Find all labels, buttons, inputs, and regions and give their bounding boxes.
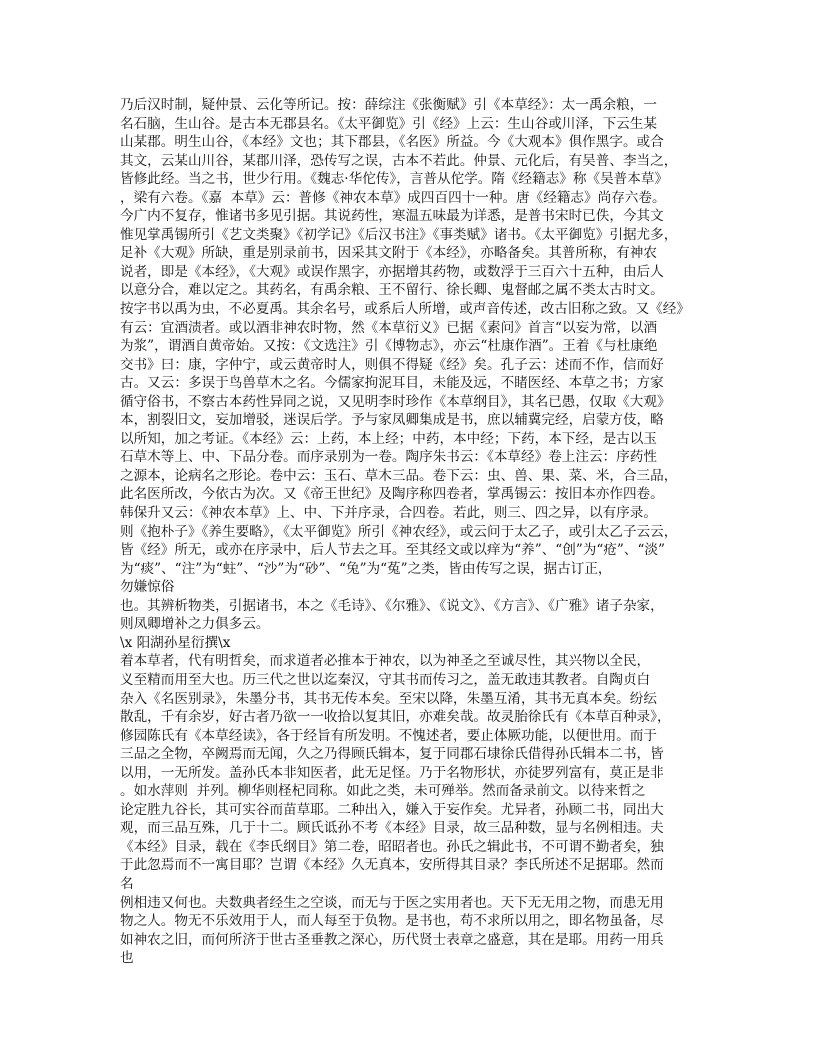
- text-line: 本，割裂旧文，妄加增驳，迷误后学。予与家凤卿集成是书，庶以辅冀完经，启蒙方伎，略: [120, 412, 664, 429]
- text-line: 韩保升又云：《神农本草》上、中、下并序录，合四卷。若此，则三、四之异，以有序录。: [120, 505, 657, 522]
- text-line: 《本经》目录，载在《李氏纲目》第二卷，昭昭者也。孙氏之辑此书，不可谓不勤者矣，独: [120, 838, 664, 855]
- text-line: 有云：宜酒渍者。或以酒非神农时物，然《本草衍义》已据《素问》首言“以妄为常，以酒: [120, 319, 658, 336]
- text-line: 三品之全物，卒阙焉而无闻，久之乃得顾氏辑本，复于同郡石埭徐氏借得孙氏辑本二书，皆: [120, 746, 664, 763]
- text-line: 皆修此经。当之书，世少行用。《魏志·华佗传》，言普从佗学。隋《经籍志》称《吴普本草》: [120, 171, 669, 188]
- text-line: 则《抱朴子》《养生要略》，《太平御览》所引《神农经》，或云问于太乙子，或引太乙子云云，: [120, 523, 678, 540]
- text-line: 足补《大观》所缺，重是别录前书，因采其文附于《本经》，亦略备矣。其普所称，有神农: [120, 245, 657, 262]
- text-line: 修园陈氏有《本草经读》，各于经旨有所发明。不愧述者，要止体厥功能，以便世用。而于: [120, 727, 657, 744]
- text-line: ，梁有六卷。《嘉 本草》云：普修《神农本草》成四百四十一种。唐《经籍志》尚存六卷。: [120, 189, 666, 206]
- text-line: 也。其辨析物类，引据诸书，本之《毛诗》、《尔雅》、《说文》、《方言》、《广雅》诸子杂家，: [120, 597, 664, 614]
- text-line: 。如水萍则 并列。柳华则柽杞同称。如此之类，未可殚举。然而备录前文。以待来哲之: [120, 783, 646, 800]
- text-line: 以用，一无所发。盖孙氏本非知医者，此无足怪。乃于名物形状，亦徒罗列富有，莫正是非: [120, 764, 664, 781]
- text-line: 为“痰”、“注”为“蛀”、“沙”为“砂”、“兔”为“菟”之类，皆由传写之误，据古订正，: [120, 560, 612, 577]
- text-line: 古。又云：多误于鸟兽草木之名。今儒家拘泥耳目，未能及远，不睹医经、本草之书；方家: [120, 375, 664, 392]
- text-line: 按字书以禹为虫，不必夏禹。其余名号，或系后人所增，或声音传述，改古旧称之致。又《经》: [120, 301, 690, 318]
- document-body: [120, 96, 690, 968]
- text-line: 今广内不复存，惟诸书多见引据。其说药性，寒温五味最为详悉，是普书宋时已佚，今其文: [120, 208, 664, 225]
- text-line: 皆《经》所无，或亦在序录中，后人节去之耳。至其经文或以痒为“养”、“创”为“疮”、“淡”: [120, 542, 665, 559]
- text-line: 于此忽焉而不一寓目耶？岂谓《本经》久无真本，安所得其目录？李氏所述不足据耶。然而: [120, 857, 664, 874]
- text-line: 则凤卿增补之力俱多云。: [120, 616, 270, 633]
- text-line: 说者，即是《本经》，《大观》或误作黑字，亦据增其药物，或数浮于三百六十五种，由后人: [120, 263, 664, 280]
- text-line: 以所知，加之考证。《本经》云：上药，本上经；中药，本中经；下药，本下经，是古以玉: [120, 430, 657, 447]
- text-line: 杂入《名医别录》，朱墨分书，其书无传本矣。至宋以降，朱墨互淆，其书无真本矣。纷纭: [120, 690, 657, 707]
- text-line: 石草木等上、中、下品分卷。而序录别为一卷。陶序朱书云：《本草经》卷上注云：序药性: [120, 449, 657, 466]
- text-line: 散乱，千有余岁，好古者乃欲一一收拾以复其旧，亦难矣哉。故灵胎徐氏有《本草百种录》，: [120, 709, 671, 726]
- text-line: 例相违又何也。夫数典者经生之空谈，而无与于医之实用者也。天下无无用之物，而患无用: [120, 894, 664, 911]
- text-line: 名石脑，生山谷。是古本无郡县名。《太平御览》引《经》上云：生山谷或川泽，下云生某: [120, 115, 657, 132]
- text-line: 义至精而用至大也。历三代之世以迄秦汉，守其书而传习之，盖无敢违其教者。自陶贞白: [120, 671, 651, 688]
- text-line: 名: [120, 875, 134, 892]
- text-line: 也: [120, 950, 134, 967]
- text-line: \x 阳湖孙星衍撰\x: [120, 634, 231, 651]
- text-line: 其文，云某山川谷，某郡川泽，恐传写之误，古本不若此。仲景、元化后，有吴普、李当之，: [120, 152, 678, 169]
- text-line: 循守俗书，不察古本药性异同之说，又见明李时珍作《本草纲目》，其名已愚，仅取《大观》: [120, 393, 671, 410]
- text-line: 交书》曰：康，字仲宁，或云黄帝时人，则俱不得疑《经》矣。孔子云：述而不作，信而好: [120, 356, 664, 373]
- text-line: 此名医所改，今依古为次。又《帝王世纪》及陶序称四卷者，掌禹锡云：按旧本亦作四卷。: [120, 486, 664, 503]
- text-line: 乃后汉时制，疑仲景、云化等所记。按：薛综注《张衡赋》引《本草经》：太一禹余粮，一: [120, 97, 657, 113]
- text-line: 之源本，论病名之形论。卷中云：玉石、草木三品。卷下云：虫、兽、果、菜、米，合三品，: [120, 467, 678, 484]
- text-line: 以意分合，难以定之。其药名，有禹余粮、王不留行、徐长卿、鬼督邮之属不类太古时文。: [120, 282, 664, 299]
- text-line: 观，而三品互殊，几于十二。顾氏诋孙不考《本经》目录，故三品种数，显与名例相违。夫: [120, 820, 664, 837]
- text-line: 勿嫌惊俗: [120, 579, 175, 596]
- text-line: 论定胜九谷长，其可实谷而苗草耶。二种出入，嫌入于妄作矣。尤异者，孙顾二书，同出大: [120, 801, 664, 818]
- text-line: 着本草者，代有明哲矣，而求道者必推本于神农，以为神圣之至诚尽性，其兴物以全民，: [120, 653, 651, 670]
- text-line: 物之人。物无不乐效用于人，而人每至于负物。是书也，苟不求所以用之，即名物虽备，尽: [120, 913, 664, 930]
- text-line: 惟见掌禹锡所引《艺文类聚》《初学记》《后汉书注》《事类赋》诸书。《太平御览》引据尤多，: [120, 226, 678, 243]
- text-line: 山某郡。明生山谷，《本经》文也；其下郡县，《名医》所益。今《大观本》俱作黑字。或合: [120, 134, 664, 151]
- text-line: 如神农之旧，而何所济于世古圣垂教之深心，历代贤士表章之盛意，其在是耶。用药一用兵: [120, 931, 664, 948]
- text-line: 为浆”，谓酒自黄帝始。又按：《文选注》引《博物志》，亦云“杜康作酒”。王着《与杜康绝: [120, 338, 658, 355]
